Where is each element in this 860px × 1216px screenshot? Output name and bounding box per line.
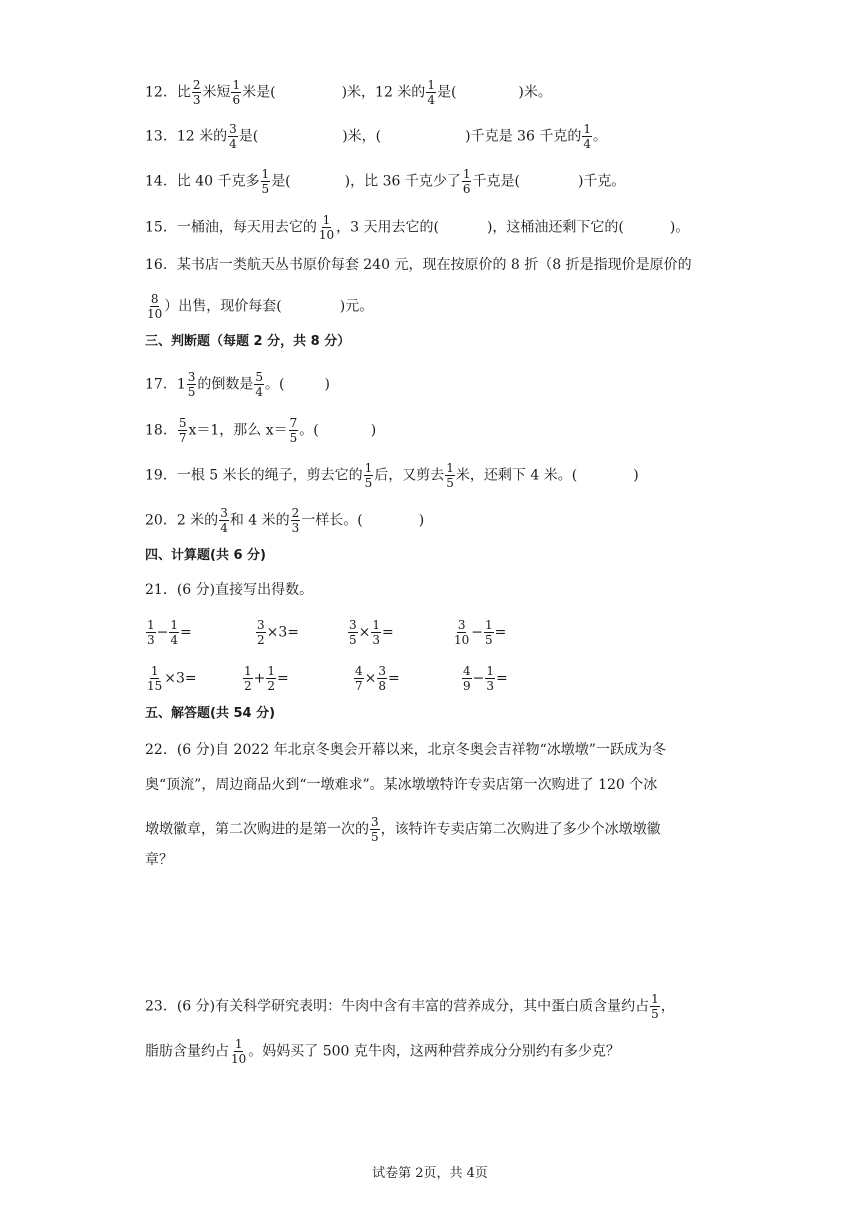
question-15: 15．一桶油，每天用去它的 $\frac{1}{10}$ ，3 天用去它的( )，这桶油还剩下它的( )。	[145, 213, 690, 242]
fraction: $\frac{1}{4}$	[583, 122, 591, 151]
question-16-line-2: $\frac{8}{10}$ ）出售，现价每套( )元。	[147, 292, 374, 321]
question-22-line-3: 墩墩徽章，第二次购进的是第一次的 $\frac{3}{5}$ ，该特许专卖店第二次购进了多少个冰墩墩徽	[145, 815, 661, 844]
fraction: $\frac{3}{5}$	[371, 815, 379, 844]
fraction: $\frac{5}{7}$	[178, 416, 187, 445]
fraction: $\frac{2}{3}$	[192, 78, 201, 107]
page-footer: 试卷第 2页，共 4页	[372, 1166, 488, 1181]
fraction: $\frac{1}{5}$	[446, 461, 454, 490]
question-12: 12．比 $\frac{2}{3}$ 米短 $\frac{1}{6}$ 米是( )米，12 米的 $\frac{1}{4}$ 是( )米。	[145, 78, 552, 107]
fraction: $\frac{1}{5}$	[651, 992, 659, 1021]
fraction: $\frac{1}{5}$	[364, 461, 373, 490]
fraction: $\frac{1}{6}$	[462, 167, 471, 196]
question-22-line-4: 章？	[145, 852, 173, 868]
question-21: 21．(6 分)直接写出得数。	[145, 582, 314, 598]
calc-item-6: $\frac{1}{2}$ + $\frac{1}{2}$ =	[244, 664, 289, 693]
question-number: 21．	[145, 582, 177, 598]
question-16-line-1: 16．某书店一类航天丛书原价每套 240 元，现在按原价的 8 折（8 折是指现价是原价的	[145, 257, 692, 273]
fraction: $\frac{3}{4}$	[229, 122, 237, 151]
fraction: $\frac{3}{5}$	[187, 370, 196, 399]
question-23-line-2: 脂肪含量约占 $\frac{1}{10}$ 。妈妈买了 500 克牛肉，这两种营养成分分别约有多少克？	[145, 1037, 620, 1066]
fraction: $\frac{3}{4}$	[220, 506, 228, 535]
fraction: $\frac{1}{5}$	[261, 167, 270, 196]
question-number: 19．	[145, 467, 177, 484]
question-14: 14．比 40 千克多 $\frac{1}{5}$ 是( )，比 36 千克少了 $\frac{1}{6}$ 千克是( )千克。	[145, 167, 626, 196]
calc-item-8: $\frac{4}{9}$ − $\frac{1}{3}$ =	[463, 664, 508, 693]
fraction: $\frac{1}{6}$	[232, 78, 241, 107]
calc-item-5: $\frac{1}{15}$ ×3=	[147, 664, 197, 693]
fraction: $\frac{2}{3}$	[291, 506, 300, 535]
question-23-line-1: 23．(6 分)有关科学研究表明：牛肉中含有丰富的营养成分，其中蛋白质含量约占 $\frac{1}{5}$ ，	[145, 992, 675, 1021]
section-heading-calculation: 四、计算题(共 6 分)	[145, 548, 266, 563]
fraction: $\frac{1}{10}$	[318, 213, 335, 242]
question-19: 19．一根 5 米长的绳子，剪去它的 $\frac{1}{5}$ 后，又剪去 $\frac{1}{5}$ 米，还剩下 4 米。( )	[145, 461, 639, 490]
section-heading-judgement: 三、判断题（每题 2 分，共 8 分）	[145, 334, 351, 349]
calc-item-1: $\frac{1}{3}$ − $\frac{1}{4}$ =	[147, 618, 192, 647]
question-17: 17．1 $\frac{3}{5}$ 的倒数是 $\frac{5}{4}$ 。( )	[145, 370, 330, 399]
fraction: $\frac{1}{10}$	[231, 1037, 247, 1066]
calc-item-7: $\frac{4}{7}$ × $\frac{3}{8}$ =	[355, 664, 400, 693]
calc-item-2: $\frac{3}{2}$ ×3=	[257, 618, 300, 647]
section-heading-word-problems: 五、解答题(共 54 分)	[145, 706, 276, 721]
question-number: 20．	[145, 512, 177, 529]
calc-item-4: $\frac{3}{10}$ − $\frac{1}{5}$ =	[454, 618, 507, 647]
question-22-line-2: 奥“顶流”，周边商品火到“一墩难求”。某冰墩墩特许专卖店第一次购进了 120 个冰	[145, 777, 658, 793]
calc-item-3: $\frac{3}{5}$ × $\frac{1}{3}$ =	[349, 618, 394, 647]
question-number: 16．	[145, 257, 177, 273]
fraction: $\frac{7}{5}$	[289, 416, 298, 445]
question-18: 18． $\frac{5}{7}$ x＝1，那么 x＝ $\frac{7}{5}$ 。( )	[145, 416, 377, 445]
fraction: $\frac{5}{4}$	[255, 370, 264, 399]
question-13: 13．12 米的 $\frac{3}{4}$ 是( )米，( )千克是 36 千克的 $\frac{1}{4}$ 。	[145, 122, 607, 151]
fraction: $\frac{1}{4}$	[427, 78, 435, 107]
question-number: 14．	[145, 173, 177, 190]
question-number: 18．	[145, 422, 177, 439]
question-number: 12．	[145, 84, 177, 101]
question-number: 15．	[145, 219, 177, 236]
fraction: $\frac{8}{10}$	[147, 292, 163, 321]
question-number: 13．	[145, 128, 177, 145]
question-number: 17．	[145, 376, 177, 393]
question-22-line-1: 22．(6 分)自 2022 年北京冬奥会开幕以来，北京冬奥会吉祥物“冰墩墩”一跃成为冬	[145, 742, 666, 758]
question-20: 20．2 米的 $\frac{3}{4}$ 和 4 米的 $\frac{2}{3}$ 一样长。( )	[145, 506, 425, 535]
